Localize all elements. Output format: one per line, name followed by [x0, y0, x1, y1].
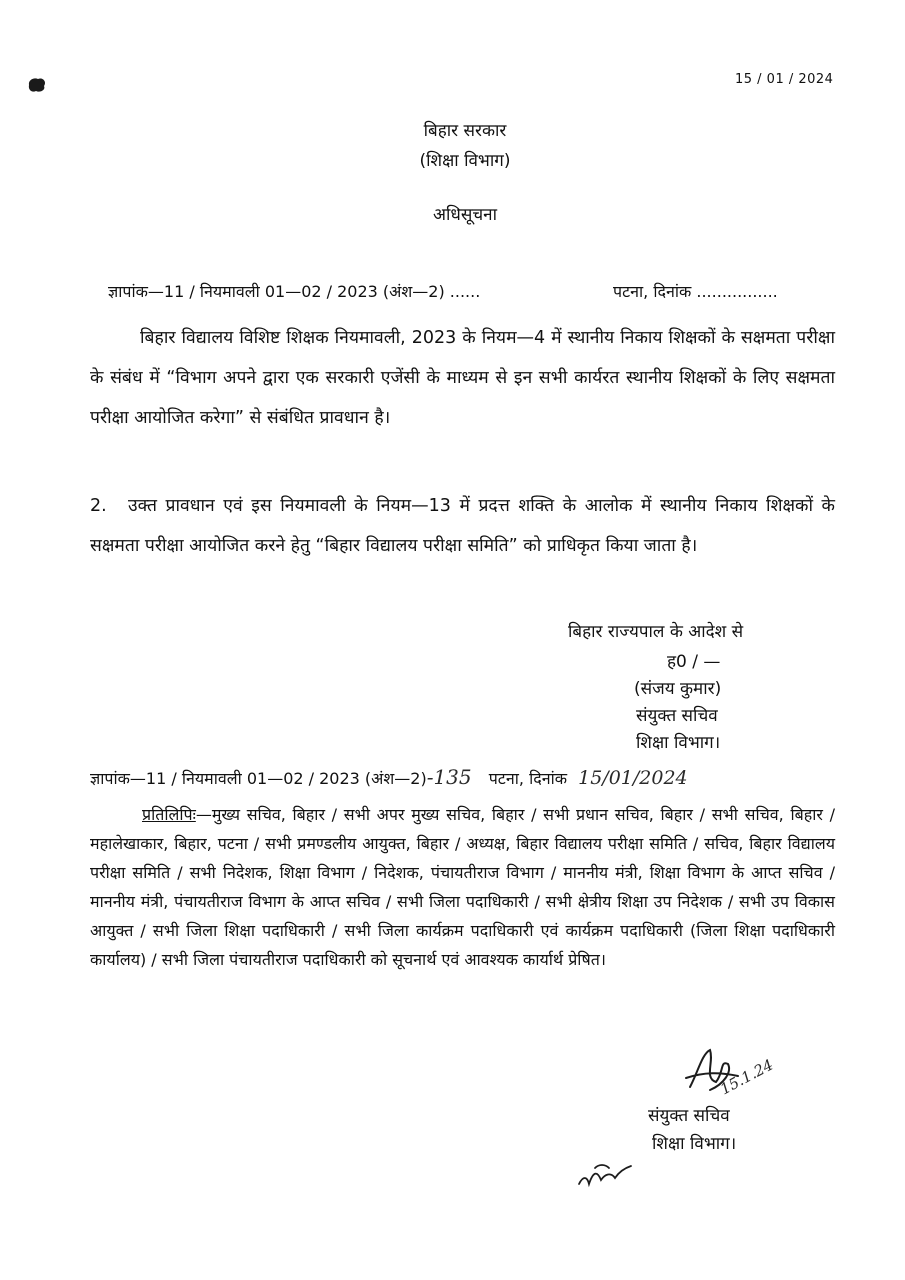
- handwritten-date: 15/01/2024: [578, 767, 688, 789]
- signatory-designation: संयुक्त सचिव: [636, 706, 718, 726]
- signoff-department: शिक्षा विभाग।: [652, 1134, 737, 1154]
- reference-line-2: [90, 765, 850, 789]
- reference-place-date-2: पटना, दिनांक: [488, 769, 568, 788]
- department-title: (शिक्षा विभाग): [419, 151, 511, 171]
- copy-to-paragraph: [90, 800, 835, 974]
- signed-mark: ह0 / —: [667, 652, 721, 672]
- copy-lead: प्रतिलिपिः: [142, 805, 196, 824]
- ink-blot: [26, 76, 48, 94]
- paragraph-text: उक्त प्रावधान एवं इस नियमावली के नियम—13 में प्रदत्त शक्ति के आलोक में स्थानीय निकाय शिक्षकों के सक्षमता परीक्षा आयोजित करने हेतु “बिहार विद्यालय परीक्षा समिति” को प्राधिकृत किया जाता है।: [90, 496, 835, 556]
- signature-date: 15.1.24: [717, 1055, 777, 1099]
- govt-title: बिहार सरकार: [423, 121, 507, 141]
- paragraph-text: बिहार विद्यालय विशिष्ट शिक्षक नियमावली, 2023 के नियम—4 में स्थानीय निकाय शिक्षकों के सक्षमता परीक्षा के संबंध में “विभाग अपने द्वारा एक सरकारी एजेंसी के माध्यम से इन सभी कार्यरत स्थानीय शिक्षकों के लिए सक्षमता परीक्षा आयोजित करेगा” से संबंधित प्रावधान है।: [90, 328, 835, 428]
- copy-text: —मुख्य सचिव, बिहार / सभी अपर मुख्य सचिव, बिहार / सभी प्रधान सचिव, बिहार / सभी सचिव, बिहार / महालेखाकार, बिहार, पटना / सभी प्रमण्डलीय आयुक्त, बिहार / अध्यक्ष, बिहार विद्यालय परीक्षा समिति / सचिव, बिहार विद्यालय परीक्षा समिति / सभी निदेशक, शिक्षा विभाग / निदेशक, पंचायतीराज विभाग / माननीय मंत्री, शिक्षा विभाग के आप्त सचिव / माननीय मंत्री, पंचायतीराज विभाग के आप्त सचिव / सभी जिला पदाधिकारी / सभी क्षेत्रीय शिक्षा उप निदेशक / सभी उप विकास आयुक्त / सभी जिला शिक्षा पदाधिकारी / सभी जिला कार्यक्रम पदाधिकारी एवं कार्यक्रम पदाधिकारी (जिला शिक्षा पदाधिकारी कार्यालय) / सभी जिला पंचायतीराज पदाधिकारी को सूचनार्थ एवं आवश्यक कार्यार्थ प्रेषित।: [90, 805, 835, 969]
- paragraph-number: 2.: [90, 496, 107, 516]
- signoff-designation: संयुक्त सचिव: [648, 1106, 730, 1126]
- order-line: बिहार राज्यपाल के आदेश से: [568, 622, 744, 642]
- document-type: अधिसूचना: [433, 205, 497, 225]
- reference-place-date: पटना, दिनांक ................: [613, 282, 778, 301]
- handwritten-number: -135: [426, 765, 472, 789]
- top-date: 15 / 01 / 2024: [735, 72, 834, 87]
- reference-number: ज्ञापांक—11 / नियमावली 01—02 / 2023 (अंश—2) ......: [108, 282, 481, 301]
- paragraph-2: [90, 486, 835, 566]
- signatory-name: (संजय कुमार): [634, 679, 722, 699]
- initials-scribble: [575, 1158, 635, 1192]
- reference-line: [108, 280, 828, 302]
- reference-number-2: ज्ञापांक—11 / नियमावली 01—02 / 2023 (अंश—2): [90, 769, 427, 788]
- paragraph-1: [90, 318, 835, 438]
- signatory-department: शिक्षा विभाग।: [636, 733, 721, 753]
